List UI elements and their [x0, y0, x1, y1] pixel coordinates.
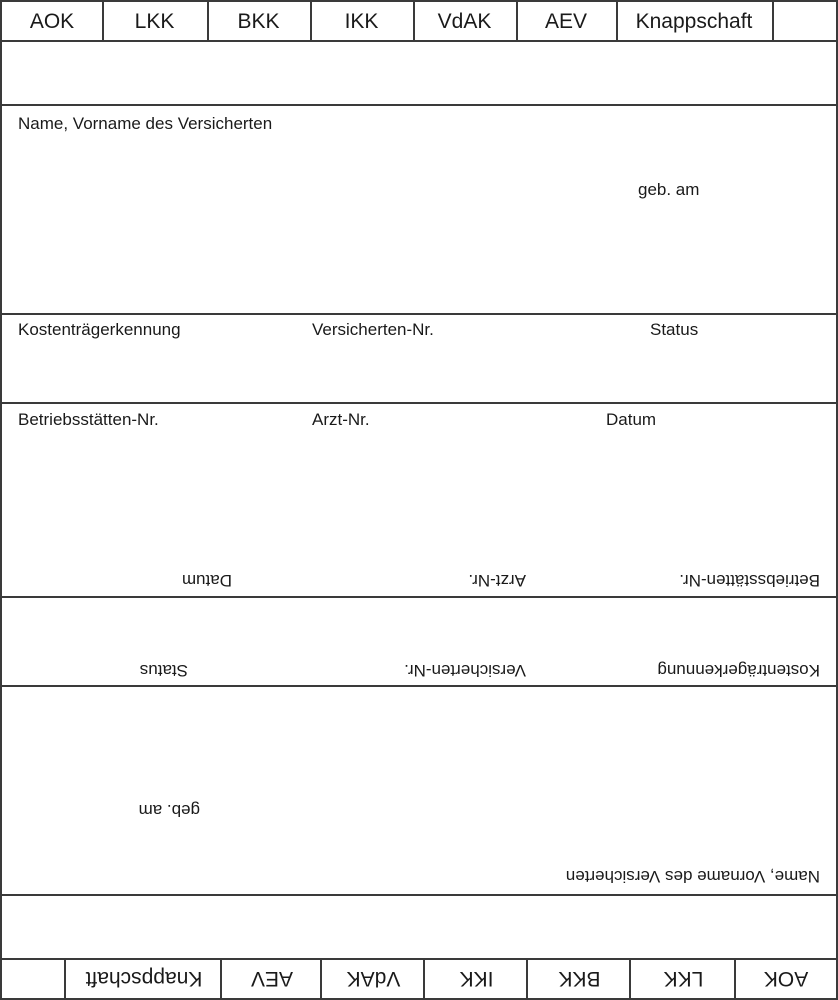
- cost-carrier-field-row[interactable]: [2, 598, 836, 685]
- divider: [516, 2, 518, 42]
- divider: [2, 894, 836, 896]
- insurer-label-aok: AOK: [29, 10, 75, 33]
- insurer-checkbox-aev[interactable]: [222, 958, 322, 998]
- insurer-checkbox-knappschaft[interactable]: [66, 958, 222, 998]
- insurer-checkbox-bkk[interactable]: [207, 2, 310, 42]
- name-label: Name, Vorname des Versicherten: [18, 114, 273, 133]
- insured-number-label: Versicherten-Nr.: [404, 661, 526, 680]
- divider: [207, 2, 209, 42]
- doctor-number-label: Arzt-Nr.: [312, 410, 370, 429]
- insurer-label-vdak: VdAK: [437, 10, 492, 33]
- insurer-checkbox-bkk[interactable]: [528, 958, 631, 998]
- insurer-label-aev: AEV: [250, 967, 294, 990]
- divider: [616, 2, 618, 42]
- insurer-label-ikk: IKK: [459, 967, 494, 990]
- site-number-label: Betriebsstätten-Nr.: [679, 571, 820, 590]
- insured-number-label: Versicherten-Nr.: [312, 320, 434, 339]
- insurer-label-aok: AOK: [763, 967, 809, 990]
- divider: [102, 2, 104, 42]
- birth-date-label: geb. am: [638, 180, 700, 199]
- insurer-label-lkk: LKK: [134, 10, 175, 33]
- divider: [64, 958, 66, 998]
- divider: [320, 958, 322, 998]
- insurer-label-bkk: BKK: [237, 10, 280, 33]
- cost-carrier-label: Kostenträgerkennung: [657, 661, 820, 680]
- practice-field-row[interactable]: [2, 500, 836, 596]
- divider: [2, 596, 836, 598]
- divider: [423, 958, 425, 998]
- date-label: Datum: [181, 571, 232, 590]
- insurer-checkbox-aok[interactable]: [2, 2, 102, 42]
- status-label: Status: [650, 320, 699, 339]
- insurer-label-vdak: VdAK: [346, 967, 401, 990]
- name-field[interactable]: [2, 687, 836, 894]
- divider: [2, 958, 836, 960]
- cost-carrier-field-row[interactable]: [2, 315, 836, 402]
- divider: [220, 958, 222, 998]
- divider: [629, 958, 631, 998]
- status-label: Status: [139, 661, 188, 680]
- insurer-checkbox-vdak[interactable]: [322, 958, 425, 998]
- form-upper-half: [2, 2, 836, 500]
- date-label: Datum: [606, 410, 657, 429]
- divider: [310, 2, 312, 42]
- blank-field-row[interactable]: [2, 42, 836, 104]
- divider: [734, 958, 736, 998]
- cost-carrier-label: Kostenträgerkennung: [18, 320, 181, 339]
- insurer-checkbox-empty[interactable]: [2, 958, 66, 998]
- insurer-label-lkk: LKK: [663, 967, 704, 990]
- name-field[interactable]: [2, 106, 836, 313]
- divider: [526, 958, 528, 998]
- divider: [2, 685, 836, 687]
- insurer-checkbox-ikk[interactable]: [310, 2, 413, 42]
- insurer-checkbox-lkk[interactable]: [102, 2, 207, 42]
- site-number-label: Betriebsstätten-Nr.: [18, 410, 159, 429]
- divider: [413, 2, 415, 42]
- insurer-label-aev: AEV: [544, 10, 588, 33]
- insurer-checkbox-lkk[interactable]: [631, 958, 736, 998]
- insurer-label-knappschaft: Knappschaft: [85, 967, 203, 990]
- insurer-label-bkk: BKK: [558, 967, 601, 990]
- doctor-number-label: Arzt-Nr.: [468, 571, 526, 590]
- form-lower-half-rotated: [2, 500, 836, 998]
- insurer-checkbox-vdak[interactable]: [413, 2, 516, 42]
- insurer-checkbox-aok[interactable]: [736, 958, 836, 998]
- practice-field-row[interactable]: [2, 404, 836, 500]
- blank-field-row[interactable]: [2, 896, 836, 958]
- insurer-label-ikk: IKK: [344, 10, 379, 33]
- insurer-checkbox-ikk[interactable]: [425, 958, 528, 998]
- name-label: Name, Vorname des Versicherten: [565, 867, 820, 886]
- insurer-checkbox-aev[interactable]: [516, 2, 616, 42]
- insurer-label-knappschaft: Knappschaft: [635, 10, 753, 33]
- insurer-checkbox-knappschaft[interactable]: [616, 2, 772, 42]
- divider: [772, 2, 774, 42]
- birth-date-label: geb. am: [138, 801, 200, 820]
- insurer-checkbox-empty[interactable]: [772, 2, 836, 42]
